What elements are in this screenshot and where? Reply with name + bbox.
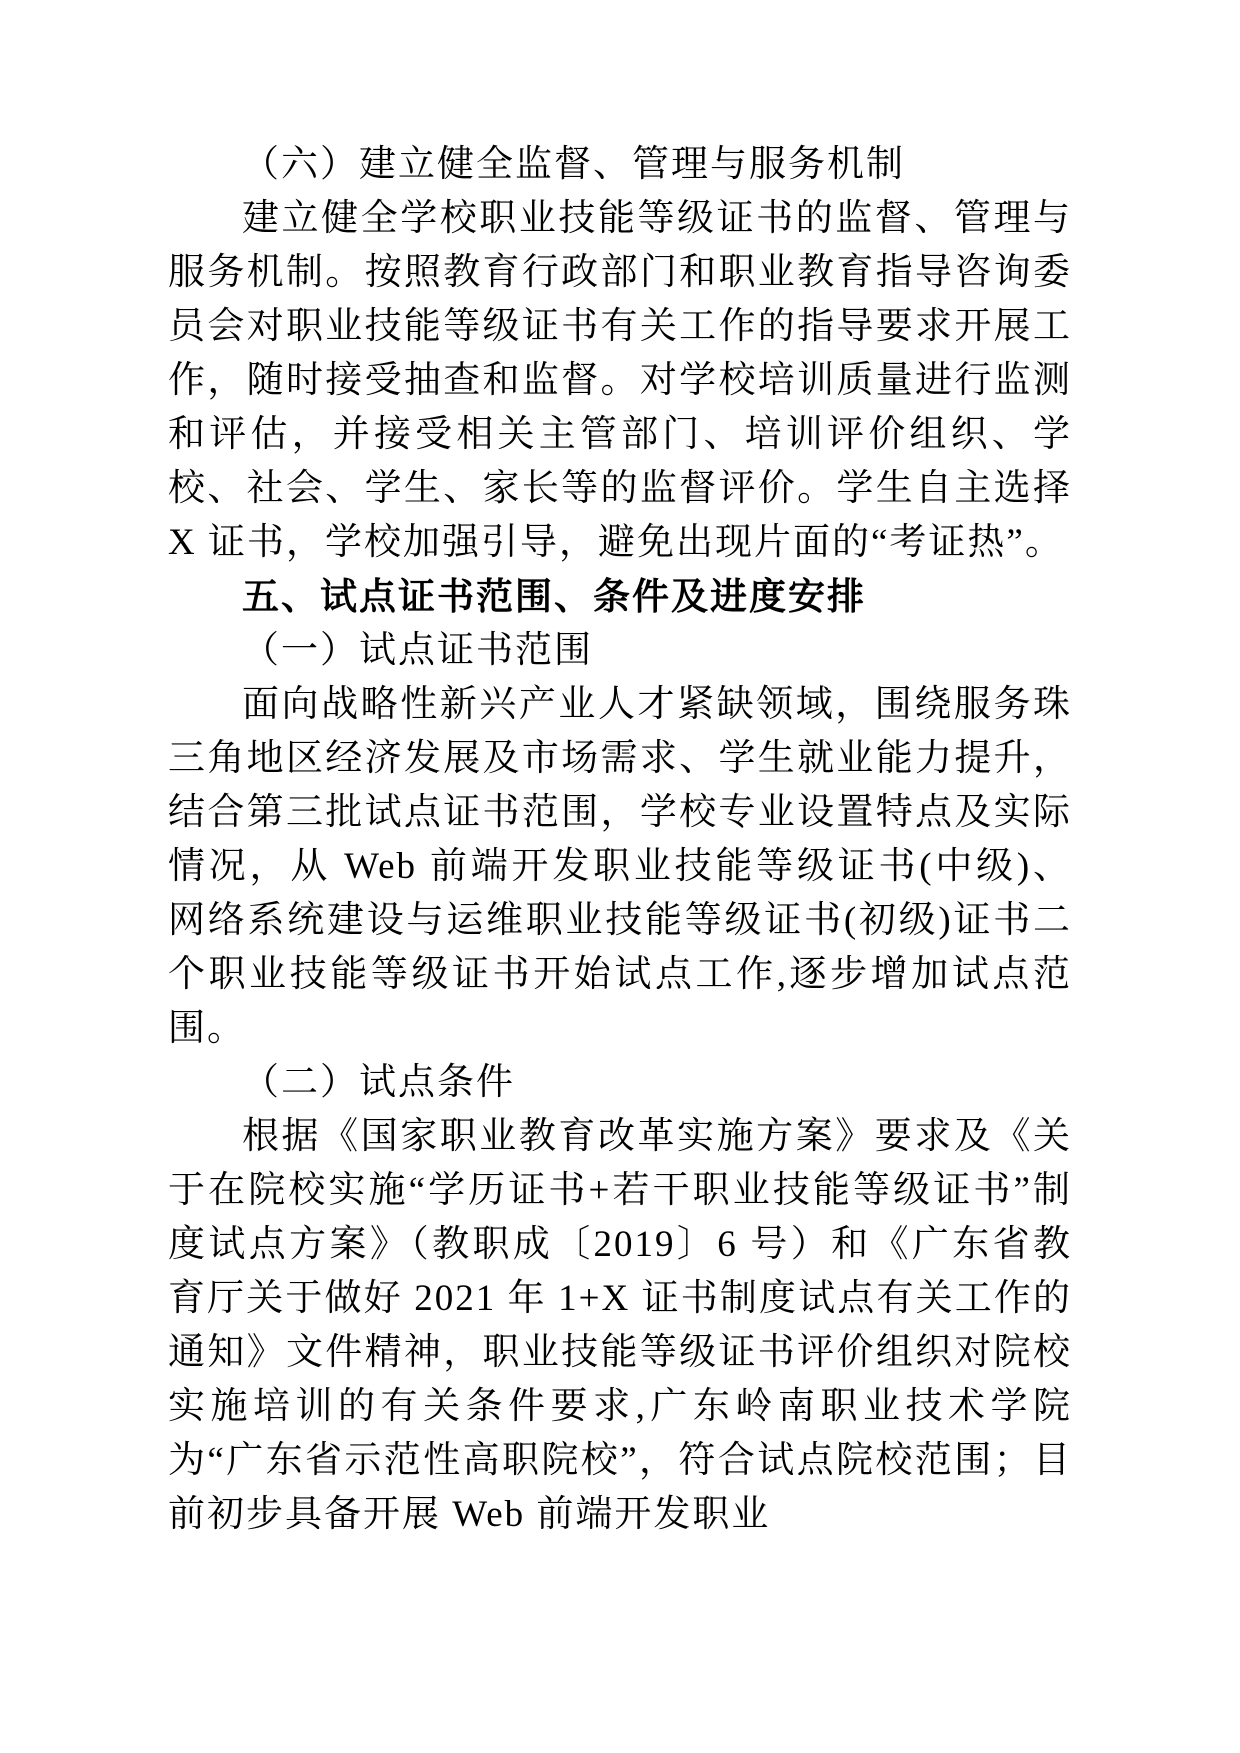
section-subheading-2: （二）试点条件 — [242, 1062, 515, 1103]
chapter-heading-5: 五、试点证书范围、条件及进度安排 — [242, 576, 866, 617]
section-subheading-1: （一）试点证书范围 — [242, 630, 593, 671]
section-subheading-6: （六）建立健全监督、管理与服务机制 — [242, 144, 905, 185]
paragraph-pilot-certificate-scope: 面向战略性新兴产业人才紧缺领域，围绕服务珠三角地区经济发展及市场需求、学生就业能力提升，结合第三批试点证书范围，学校专业设置特点及实际情况，从 Web 前端开发职业技能等级证书(中级)、网络系统建设与运维职业技能等级证书(初级)证书二个职业技能等级证书开始试点工作,逐步增加试点范围。 — [168, 684, 1072, 1049]
paragraph-supervision-mechanism: 建立健全学校职业技能等级证书的监督、管理与服务机制。按照教育行政部门和职业教育指导咨询委员会对职业技能等级证书有关工作的指导要求开展工作，随时接受抽查和监督。对学校培训质量进行监测和评估，并接受相关主管部门、培训评价组织、学校、社会、学生、家长等的监督评价。学生自主选择 X 证书，学校加强引导，避免出现片面的“考证热”。 — [168, 198, 1072, 563]
paragraph-pilot-conditions: 根据《国家职业教育改革实施方案》要求及《关于在院校实施“学历证书+若干职业技能等级证书”制度试点方案》（教职成〔2019〕6 号）和《广东省教育厅关于做好 2021 年 1+X 证书制度试点有关工作的通知》文件精神，职业技能等级证书评价组织对院校实施培训的有关条件要求,广东岭南职业技术学院为“广东省示范性高职院校”，符合试点院校范围；目前初步具备开展 Web 前端开发职业 — [168, 1116, 1072, 1535]
